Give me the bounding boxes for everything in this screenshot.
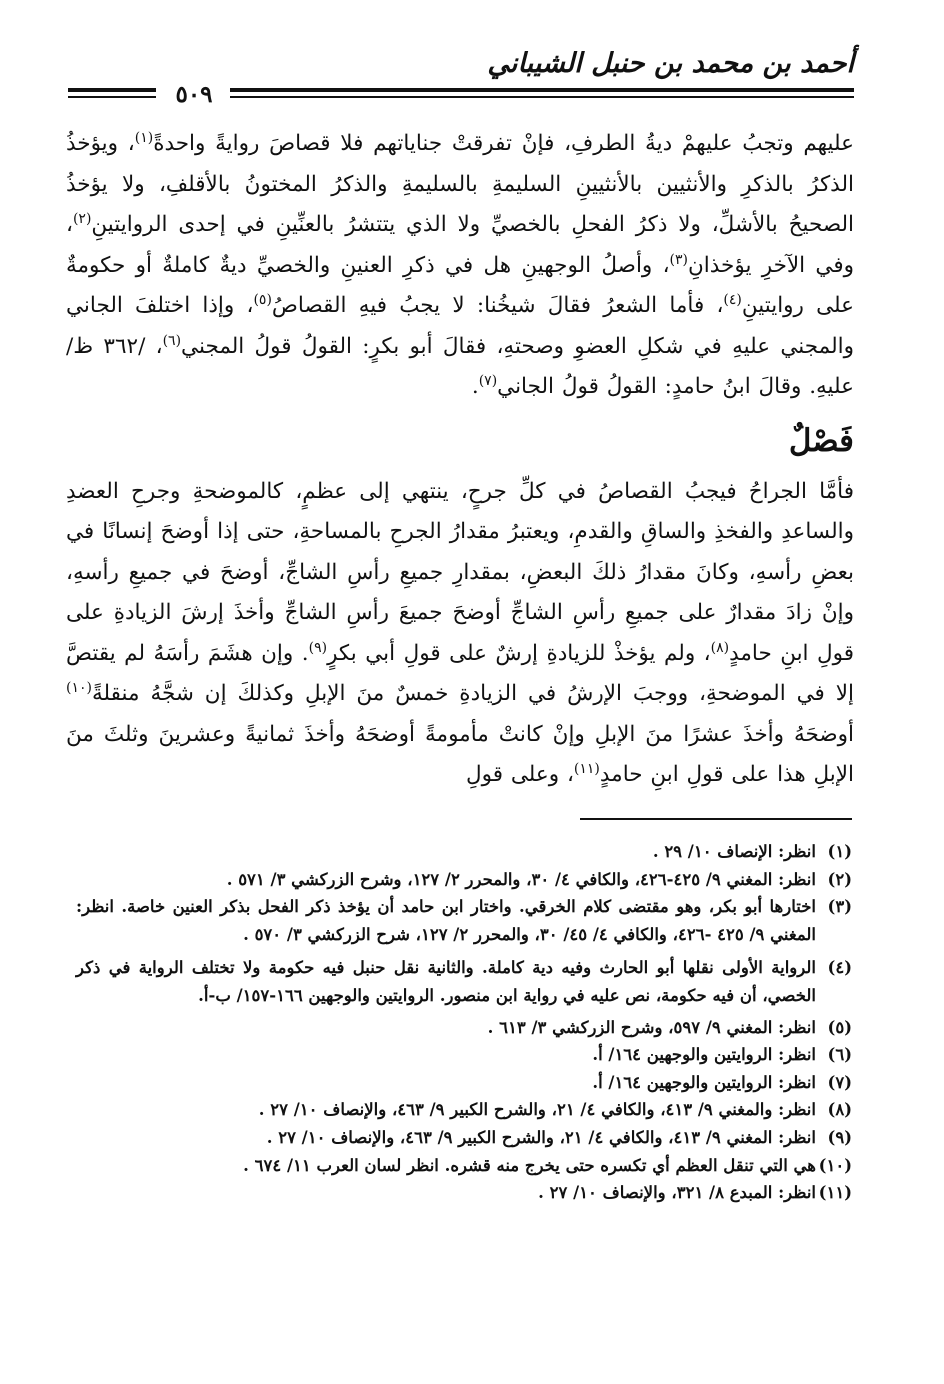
footnote-text: انظر: المغني ٩/ ٥٩٧، وشرح الزركشي ٣/ ٦١٣ .	[487, 1017, 816, 1037]
header-rule-thin-right	[230, 96, 854, 98]
footnote-6	[76, 1041, 852, 1069]
footnote-ref: (٧)	[478, 372, 498, 389]
footnote-text: انظر: المغني ٩/ ٤٢٥-٤٢٦، والكافي ٤/ ٣٠، والمحرر ٢/ ١٢٧، وشرح الزركشي ٣/ ٥٧١ .	[226, 869, 816, 889]
footnote-number: (١٠)	[818, 1155, 852, 1175]
running-title: أحمد بن محمد بن حنبل الشيباني	[487, 48, 854, 79]
footnote-1	[76, 838, 852, 866]
footnote-ref: (١)	[134, 129, 154, 146]
footnote-number: (٩)	[827, 1127, 852, 1147]
footnote-text: انظر: الإنصاف ١٠/ ٢٩ .	[652, 842, 816, 861]
footnote-ref: (٤)	[723, 291, 742, 308]
footnote-text: انظر: الروايتين والوجهين ١٦٤/ أ.	[592, 1072, 816, 1092]
footnote-number: (٤)	[827, 958, 852, 978]
footnote-text: انظر: الروايتين والوجهين ١٦٤/ أ.	[592, 1045, 816, 1065]
footnote-ref: (١٠)	[66, 679, 92, 696]
footnote-11	[76, 1179, 852, 1207]
footnotes	[76, 838, 852, 1207]
main-text	[66, 124, 854, 796]
footnote-10	[76, 1152, 852, 1180]
footnote-9	[76, 1124, 852, 1152]
footnote-text: اختارها أبو بكر، وهو مقتضى كلام الخرقي. واختار ابن حامد أن يؤخذ ذكر الفحل بذكر العنين خاصة. انظر: المغني ٩/ ٤٢٥ -٤٢٦، والكافي ٤/ ٤٥/ ٣٠، والمحرر ٢/ ١٢٧، شرح الزركشي ٣/ ٥٧٠ .	[76, 897, 816, 944]
footnote-number: (٣)	[827, 897, 852, 917]
footnote-text: انظر: المغني ٩/ ٤١٣، والكافي ٤/ ٢١، والشرح الكبير ٩/ ٤٦٣، والإنصاف ١٠/ ٢٧ .	[266, 1127, 816, 1147]
footnote-number: (١١)	[818, 1183, 852, 1203]
paragraph-2: فأمَّا الجراحُ فيجبُ القصاصُ في كلِّ جرحٍ، ينتهي إلى عظمٍ، كالموضحةِ وجرحِ العضدِ والساعدِ والفخذِ والساقِ والقدمِ، ويعتبرُ مقدارُ الجرحِ بالمساحةِ، حتى إذا أوضحَ إنسانًا في بعضِ رأسهِ، وكانَ مقدارُ ذلكَ البعضِ، بمقدارِ جميعِ رأسِ الشاجِّ، أوضحَ في جميعِ رأسهِ، وإنْ زادَ مقدارٌ على جميعِ رأسِ الشاجِّ أوضحَ جميعَ رأسِ الشاجِّ وأخذَ إرشَ الزيادةِ على قولِ ابنِ حامدٍ$^{(٨)}$، ولم يؤخذْ للزيادةِ إرشٌ على قولِ أبي بكرٍ$^{(٩)}$. وإن هشَمَ رأسَهُ لم يقتصَّ إلا في الموضحةِ، ووجبَ الإرشُ في الزيادةِ خمسٌ منَ الإبلِ وكذلكَ إن شجَّهُ منقلةً$^{(١٠)}$ أوضحَهُ وأخذَ عشرًا منَ الإبلِ وإنْ كانتْ مأمومةً أوضحَهُ وأخذَ ثمانيةً وعشرينَ وثلثَ منَ الإبلِ هذا على قولِ ابنِ حامدٍ$^{(١١)}$، وعلى قولِ	[66, 478, 854, 787]
footnote-ref: (٦)	[162, 332, 182, 349]
footnote-number: (٨)	[827, 1100, 852, 1120]
footnote-number: (٧)	[827, 1072, 852, 1092]
footnote-text: هي التي تنقل العظم أي تكسره حتى يخرج منه قشره. انظر لسان العرب ١١/ ٦٧٤ .	[243, 1155, 816, 1175]
footnote-2	[76, 866, 852, 894]
footnote-4	[76, 954, 852, 1009]
footnote-ref: (٨)	[710, 639, 730, 656]
footnote-7	[76, 1069, 852, 1097]
footnote-ref: (١١)	[573, 760, 600, 777]
footnote-3	[76, 893, 852, 948]
paragraph-1: عليهم وتجبُ عليهمْ ديةُ الطرفِ، فإنْ تفرقتْ جناياتهم فلا قصاصَ روايةً واحدةً$^{(١)}$، ويؤخذُ الذكرُ بالذكرِ والأنثيين بالأنثيينِ السليمةِ بالسليمةِ والذكرُ المختونُ بالأقلفِ، ولا يؤخذُ الصحيحُ بالأشلِّ، ولا ذكرُ الفحلِ بالخصيِّ ولا الذي يتتشرُ بالعنِّينِ في إحدى الروايتينِ$^{(٢)}$، وفي الآخرِ يؤخذانِ$^{(٣)}$، وأصلُ الوجهينِ هل في ذكرِ العنينِ والخصيِّ ديةٌ كاملةٌ أو حكومةٌ على روايتينِ$^{(٤)}$، فأما الشعرُ فقالَ شيخُنا: لا يجبُ فيهِ القصاصُ$^{(٥)}$، وإذا اختلفَ الجاني والمجني عليهِ في شكلِ العضوِ وصحتهِ، فقالَ أبو بكرٍ: القولُ قولُ المجني$^{(٦)}$، /٣٦٢ ظ/ عليهِ. وقالَ ابنُ حامدٍ: القولُ قولُ الجاني$^{(٧)}$.	[66, 129, 855, 399]
footnote-number: (١)	[827, 842, 852, 861]
header-rule-thick-right	[230, 88, 854, 92]
footnote-text: الرواية الأولى نقلها أبو الحارث وفيه دية كاملة. والثانية نقل حنبل فيه حكومة ولا تختلف الرواية في ذكر الخصي، أن فيه حكومة، نص عليه في رواية ابن منصور. الروايتين والوجهين ١٦٦-١٥٧/ ب-أ.	[76, 958, 816, 1005]
header-rule-thin-left	[68, 96, 156, 98]
footnote-ref: (٩)	[308, 639, 328, 656]
footnote-8	[76, 1096, 852, 1124]
footnote-number: (٥)	[827, 1017, 852, 1037]
page-number: ٥٠٩	[175, 81, 213, 108]
footnote-number: (٢)	[827, 869, 852, 889]
footnote-ref: (٢)	[72, 210, 92, 227]
footnote-ref: (٣)	[669, 251, 688, 268]
header-rule-thick-left	[68, 88, 156, 92]
section-title: فَصْلٌ	[788, 422, 854, 459]
footnote-number: (٦)	[827, 1045, 852, 1065]
footnote-text: انظر: والمغني ٩/ ٤١٣، والكافي ٤/ ٢١، والشرح الكبير ٩/ ٤٦٣، والإنصاف ١٠/ ٢٧ .	[258, 1100, 816, 1120]
footnote-5	[76, 1014, 852, 1042]
footnote-separator	[580, 818, 852, 820]
footnote-ref: (٥)	[253, 291, 272, 308]
footnote-text: انظر: المبدع ٨/ ٣٢١، والإنصاف ١٠/ ٢٧ .	[538, 1183, 816, 1203]
